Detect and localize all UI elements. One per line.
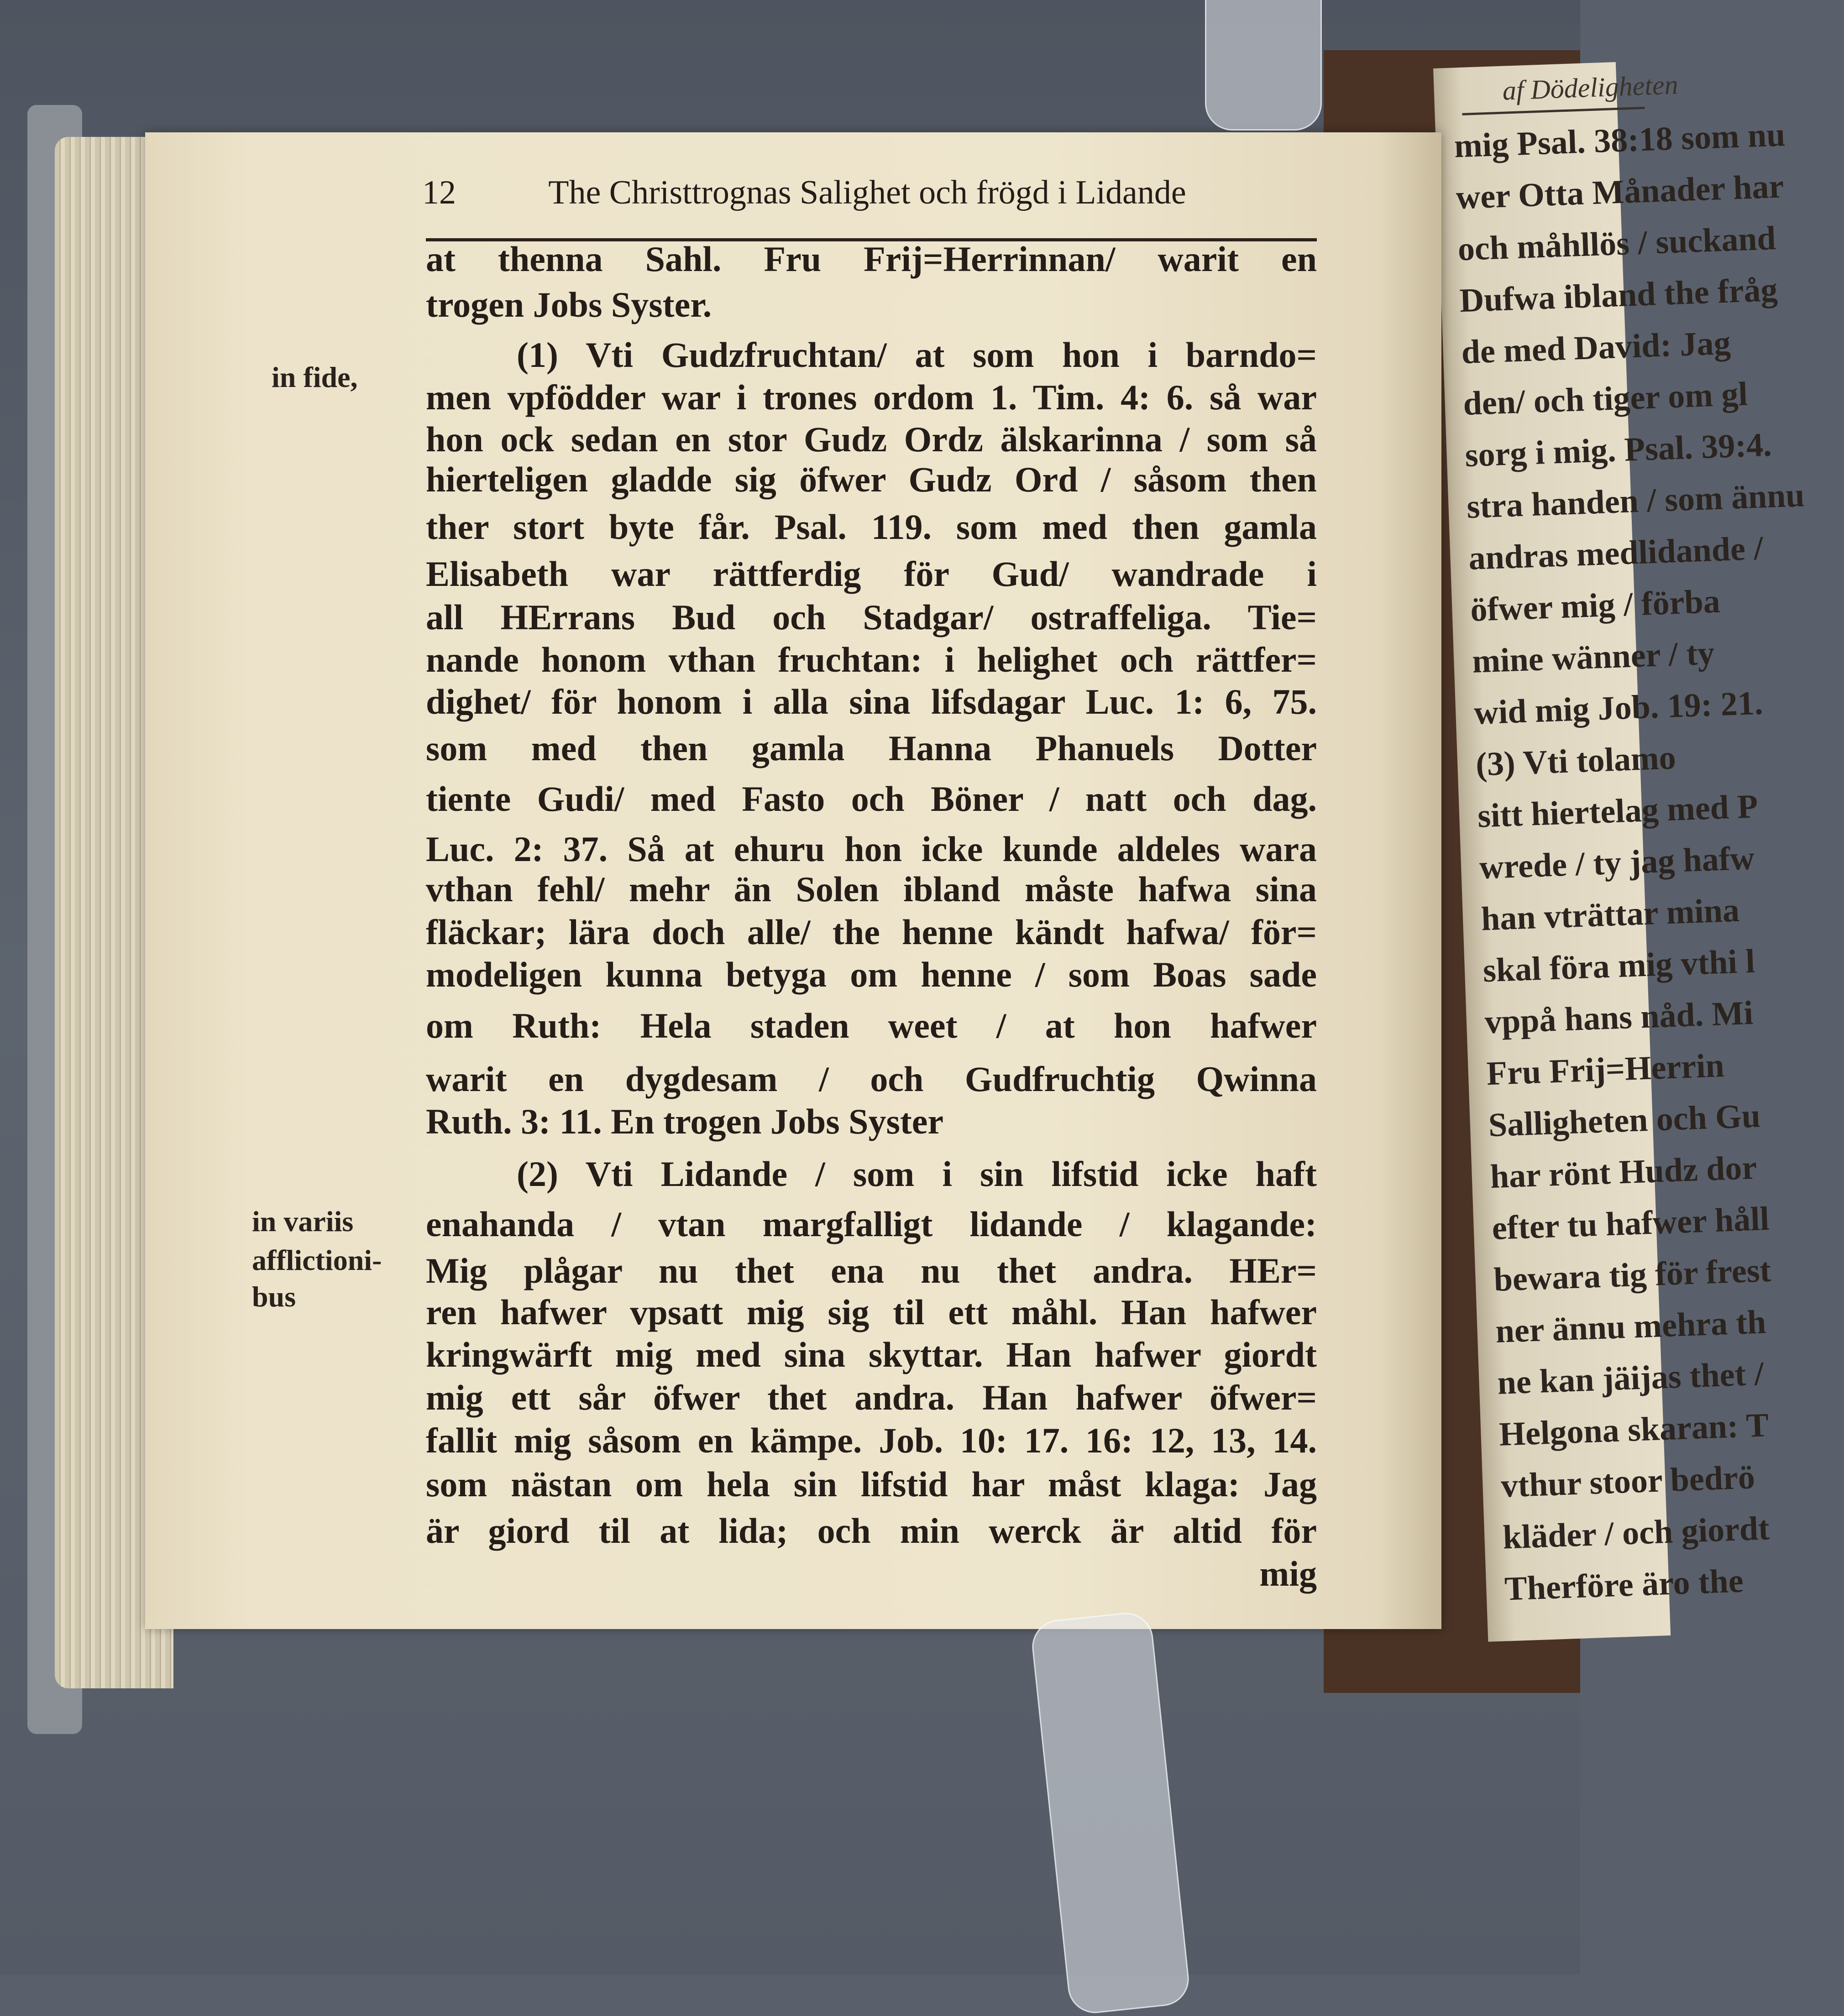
text-line: fläckar; lära doch alle/ the henne kändt hafwa/ för=: [426, 912, 1317, 952]
facing-text-line: vthur stoor bedrö: [1500, 1458, 1756, 1505]
facing-text-line: Salligheten och Gu: [1488, 1097, 1761, 1144]
text-line: som med then gamla Hanna Phanuels Dotter: [426, 728, 1317, 768]
facing-header-rule: [1462, 107, 1645, 115]
facing-text-line: bewara tig för frest: [1493, 1251, 1772, 1299]
facing-text-line: ne kan jäijas thet /: [1497, 1355, 1765, 1402]
page-holder-clip-top: [1205, 0, 1322, 131]
facing-text-line: efter tu hafwer håll: [1491, 1200, 1770, 1248]
facing-text-line: skal föra mig vthi l: [1482, 942, 1756, 990]
facing-text-line: och måhllös / suckand: [1457, 219, 1776, 268]
text-line: Elisabeth war rättferdig för Gud/ wandrade i: [426, 554, 1317, 594]
facing-text-line: ner ännu mehra th: [1495, 1303, 1767, 1350]
text-line: är giord til at lida; och min werck är altid för: [426, 1511, 1317, 1551]
facing-text-line: har rönt Hudz dor: [1489, 1149, 1758, 1196]
text-line: Mig plågar nu thet ena nu thet andra. HEr=: [426, 1251, 1317, 1290]
facing-text-line: stra handen / som ännu: [1466, 476, 1805, 526]
facing-text-line: sorg i mig. Psal. 39:4.: [1464, 426, 1772, 475]
text-line: modeligen kunna betyga om henne / som Boas sade: [426, 955, 1317, 994]
text-line: at thenna Sahl. Fru Frij=Herrinnan/ warit en: [426, 239, 1317, 279]
text-line: om Ruth: Hela staden weet / at hon hafwer: [426, 1006, 1317, 1045]
facing-text-line: wrede / ty jag hafw: [1478, 839, 1755, 887]
facing-text-line: den/ och tiger om gl: [1462, 375, 1749, 423]
text-line: som nästan om hela sin lifstid har måst klaga: Jag: [426, 1464, 1317, 1504]
facing-text-line: öfwer mig / förba: [1470, 582, 1721, 629]
margin-note: bus: [252, 1280, 296, 1313]
text-line: men vpfödder war i trones ordom 1. Tim. 4: 6. så war: [426, 377, 1317, 417]
text-line: mig ett sår öfwer thet andra. Han hafwer öfwer=: [426, 1378, 1317, 1417]
facing-text-line: andras medlidande /: [1468, 529, 1764, 577]
text-line: enahanda / vtan margfalligt lidande / klagande:: [426, 1204, 1317, 1244]
text-line: Luc. 2: 37. Så at ehuru hon icke kunde aldeles wara: [426, 829, 1317, 869]
text-line: kringwärft mig med sina skyttar. Han hafwer giordt: [426, 1335, 1317, 1374]
text-line: ther stort byte får. Psal. 119. som med then gamla: [426, 507, 1317, 547]
facing-text-line: mig Psal. 38:18 som nu: [1453, 116, 1786, 165]
facing-text-line: kläder / och giordt: [1502, 1509, 1771, 1556]
text-line: all HErrans Bud och Stadgar/ ostraffeliga. Tie=: [426, 597, 1317, 637]
facing-text-line: han vträttar mina: [1480, 891, 1740, 938]
text-line: dighet/ för honom i alla sina lifsdagar Luc. 1: 6, 75.: [426, 682, 1317, 721]
text-line: mig: [1259, 1554, 1317, 1593]
facing-text-line: Fru Frij=Herrin: [1486, 1047, 1725, 1093]
text-line: ren hafwer vpsatt mig sig til ett måhl. Han hafwer: [426, 1292, 1317, 1332]
text-line: hierteligen gladde sig öfwer Gudz Ord / såsom then: [426, 460, 1317, 499]
text-line: tiente Gudi/ med Fasto och Böner / natt och dag.: [426, 779, 1317, 819]
facing-text-line: mine wänner / ty: [1471, 634, 1715, 680]
text-line: nande honom vthan fruchtan: i helighet och rättfer=: [426, 640, 1317, 679]
text-line: fallit mig såsom en kämpe. Job. 10: 17. 16: 12, 13, 14.: [426, 1421, 1317, 1460]
facing-text-line: wer Otta Månader har: [1455, 167, 1785, 217]
facing-text-line: Helgona skaran: T: [1498, 1406, 1770, 1453]
margin-note: in variis: [252, 1205, 354, 1238]
text-line: Ruth. 3: 11. En trogen Jobs Syster: [426, 1102, 944, 1141]
margin-note: afflictioni-: [252, 1244, 382, 1276]
facing-running-title: af Dödeligheten: [1502, 69, 1679, 106]
text-line: (2) Vti Lidande / som i sin lifstid icke haft: [517, 1154, 1317, 1194]
text-line: trogen Jobs Syster.: [426, 285, 712, 324]
text-line: vthan fehl/ mehr än Solen ibland måste hafwa sina: [426, 869, 1317, 909]
facing-text-line: wid mig Job. 19: 21.: [1473, 684, 1764, 732]
facing-text-line: Therföre äro the: [1503, 1562, 1744, 1608]
running-title: The Christtrognas Salighet och frögd i Lidande: [548, 174, 1186, 211]
text-line: hon ock sedan en stor Gudz Ordz älskarinna / som så: [426, 419, 1317, 459]
facing-text-line: de med David: Jag: [1461, 324, 1731, 371]
facing-text-line: vppå hans nåd. Mi: [1484, 994, 1754, 1041]
text-line: warit en dygdesam / och Gudfruchtig Qwinna: [426, 1059, 1317, 1099]
facing-text-line: (3) Vti tolamo: [1475, 739, 1676, 783]
text-line: (1) Vti Gudzfruchtan/ at som hon i barndo=: [517, 335, 1317, 375]
facing-text-line: sitt hiertelag med P: [1477, 788, 1759, 835]
margin-note: in fide,: [272, 361, 358, 393]
facing-text-line: Dufwa ibland the fråg: [1459, 271, 1778, 320]
page-number: 12: [422, 174, 456, 211]
